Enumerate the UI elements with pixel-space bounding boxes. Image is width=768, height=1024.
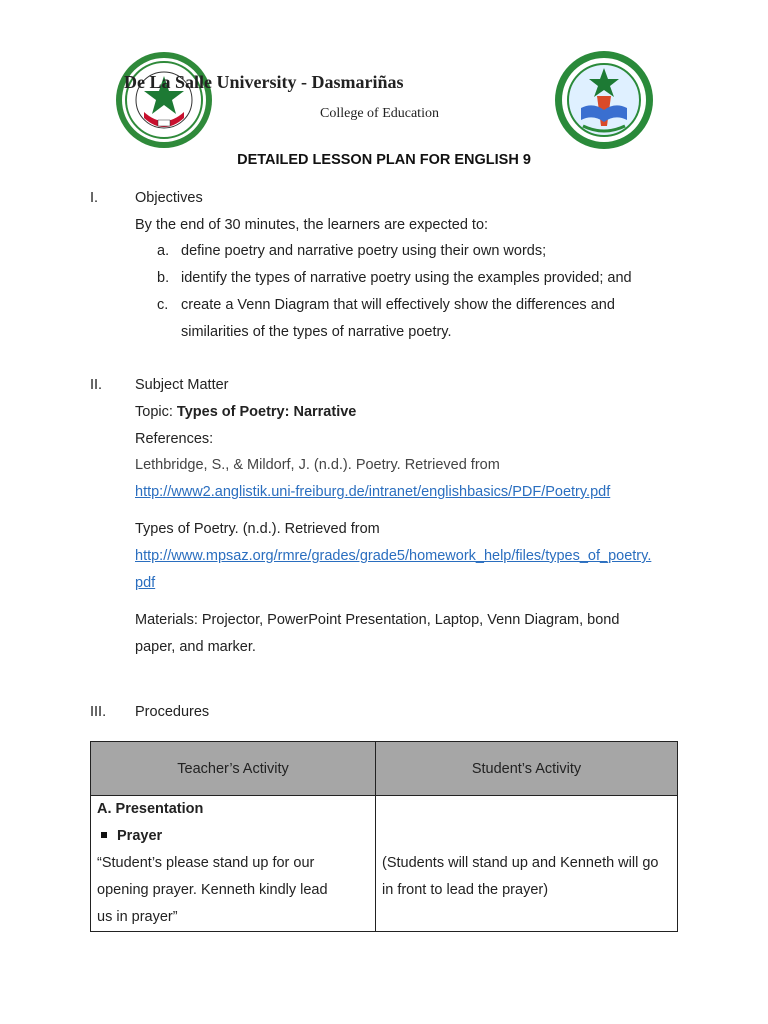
student-line: (Students will stand up and Kenneth will go (382, 855, 659, 871)
objective-item: create a Venn Diagram that will effectively show the differences and (181, 297, 615, 313)
teacher-activity-cell (91, 796, 376, 932)
teacher-line: “Student’s please stand up for our (97, 855, 315, 871)
college-name: College of Education (320, 106, 439, 121)
objective-letter: b. (157, 270, 170, 286)
objective-item-continuation: similarities of the types of narrative poetry. (181, 324, 452, 340)
references-label: References: (135, 431, 214, 447)
reference-2-link-continuation[interactable]: pdf (135, 575, 156, 591)
objective-letter: c. (157, 297, 169, 313)
section-heading-procedures: Procedures (135, 704, 210, 720)
section-number: I. (90, 190, 99, 206)
college-of-education-seal-icon (553, 46, 655, 154)
topic-value: Types of Poetry: Narrative (176, 404, 357, 420)
bullet-item (97, 823, 369, 850)
university-name: De La Salle University - Dasmariñas (124, 72, 404, 92)
teacher-line: us in prayer” (97, 909, 178, 925)
reference-1-text: Lethbridge, S., & Mildorf, J. (n.d.). Poetry. Retrieved from (135, 457, 500, 473)
section-heading-objectives: Objectives (135, 190, 203, 206)
teacher-activity-header: Teacher’s Activity (91, 742, 376, 796)
section-number: II. (90, 377, 103, 393)
bullet-label: Prayer (117, 828, 163, 844)
section-label: A. Presentation (97, 801, 204, 817)
objectives-intro: By the end of 30 minutes, the learners are expected to: (135, 217, 489, 233)
reference-1-link[interactable]: http://www2.anglistik.uni-freiburg.de/intranet/englishbasics/PDF/Poetry.pdf (135, 484, 611, 500)
student-activity-header: Student’s Activity (376, 742, 678, 796)
square-bullet-icon (101, 832, 107, 838)
reference-2-text: Types of Poetry. (n.d.). Retrieved from (135, 521, 380, 537)
materials-line: Materials: Projector, PowerPoint Presentation, Laptop, Venn Diagram, bond (135, 612, 620, 628)
section-number: III. (90, 704, 107, 720)
student-activity-cell (376, 796, 678, 932)
teacher-line: opening prayer. Kenneth kindly lead (97, 882, 328, 898)
objective-letter: a. (157, 243, 170, 259)
objective-item: define poetry and narrative poetry using their own words; (181, 243, 547, 259)
reference-2-link[interactable]: http://www.mpsaz.org/rmre/grades/grade5/homework_help/files/types_of_poetry. (135, 548, 652, 564)
topic-label: Topic: (135, 404, 177, 420)
procedures-table (90, 741, 678, 932)
student-line: in front to lead the prayer) (382, 882, 549, 898)
table-header-row (91, 742, 678, 796)
objective-item: identify the types of narrative poetry using the examples provided; and (181, 270, 632, 286)
materials-line-continuation: paper, and marker. (135, 639, 256, 655)
table-row (91, 796, 678, 932)
topic-line (135, 399, 356, 426)
document-title: DETAILED LESSON PLAN FOR ENGLISH 9 (237, 152, 531, 168)
section-heading-subject-matter: Subject Matter (135, 377, 229, 393)
dlsud-seal-icon (114, 46, 214, 154)
